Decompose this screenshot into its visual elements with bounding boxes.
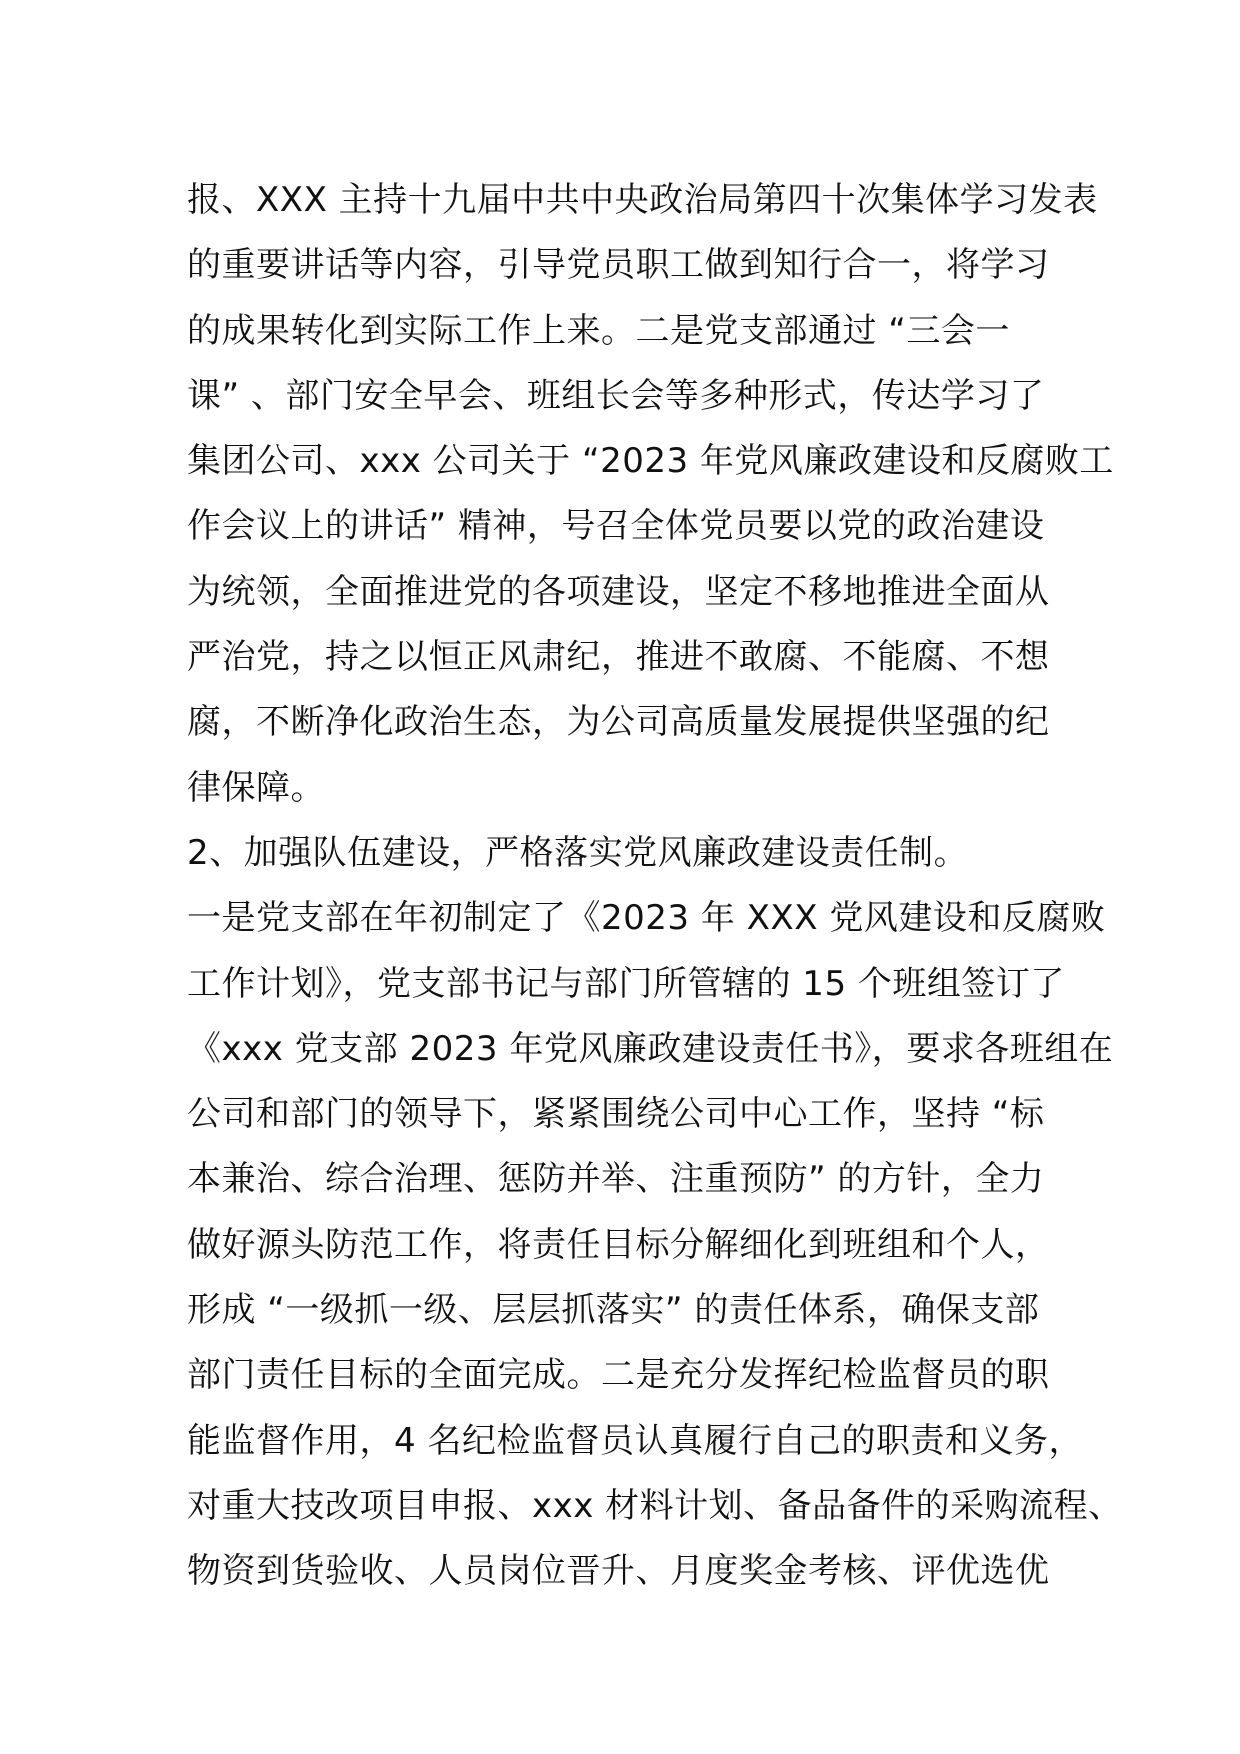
text-line: 的重要讲话等内容，引导党员职工做到知行合一，将学习 xyxy=(187,245,1050,286)
text-line: 为统领，全面推进党的各项建设，坚定不移地推进全面从 xyxy=(187,571,1050,612)
text-line: 能监督作用，4 名纪检监督员认真履行自己的职责和义务， xyxy=(187,1420,1083,1461)
text-line: 严治党，持之以恒正风肃纪，推进不敢腐、不能腐、不想 xyxy=(187,637,1050,678)
text-line: 的成果转化到实际工作上来。二是党支部通过 “三会一 xyxy=(187,310,1010,351)
section-heading: 2、加强队伍建设，严格落实党风廉政建设责任制。 xyxy=(187,832,969,873)
text-line: 部门责任目标的全面完成。二是充分发挥纪检监督员的职 xyxy=(187,1355,1050,1396)
body-text xyxy=(187,168,1123,1605)
text-line: 对重大技改项目申报、xxx 材料计划、备品备件的采购流程、 xyxy=(187,1485,1123,1526)
text-line: 公司和部门的领导下，紧紧围绕公司中心工作，坚持 “标 xyxy=(187,1094,1045,1135)
text-line: 做好源头防范工作，将责任目标分解细化到班组和个人， xyxy=(187,1224,1050,1265)
text-line: 课” 、部门安全早会、班组长会等多种形式，传达学习了 xyxy=(187,375,1045,416)
text-line: 报、XXX 主持十九届中共中央政治局第四十次集体学习发表 xyxy=(187,180,1098,220)
text-line: 《xxx 党支部 2023 年党风廉政建设责任书》，要求各班组在 xyxy=(187,1028,1114,1069)
text-line: 腐，不断净化政治生态，为公司高质量发展提供坚强的纪 xyxy=(187,702,1050,743)
text-line: 物资到货验收、人员岗位晋升、月度奖金考核、评优选优 xyxy=(187,1551,1050,1592)
text-line: 本兼治、综合治理、惩防并举、注重预防” 的方针，全力 xyxy=(187,1159,1045,1200)
text-line: 一是党支部在年初制定了《2023 年 XXX 党风建设和反腐败 xyxy=(187,898,1106,939)
text-line: 形成 “一级抓一级、层层抓落实” 的责任体系，确保支部 xyxy=(187,1290,1040,1331)
text-line: 工作计划》，党支部书记与部门所管辖的 15 个班组签订了 xyxy=(187,963,1065,1004)
text-line: 集团公司、xxx 公司关于 “2023 年党风廉政建设和反腐败工 xyxy=(187,441,1114,482)
text-line: 作会议上的讲话” 精神，号召全体党员要以党的政治建设 xyxy=(187,506,1045,547)
text-line: 律保障。 xyxy=(187,767,325,808)
